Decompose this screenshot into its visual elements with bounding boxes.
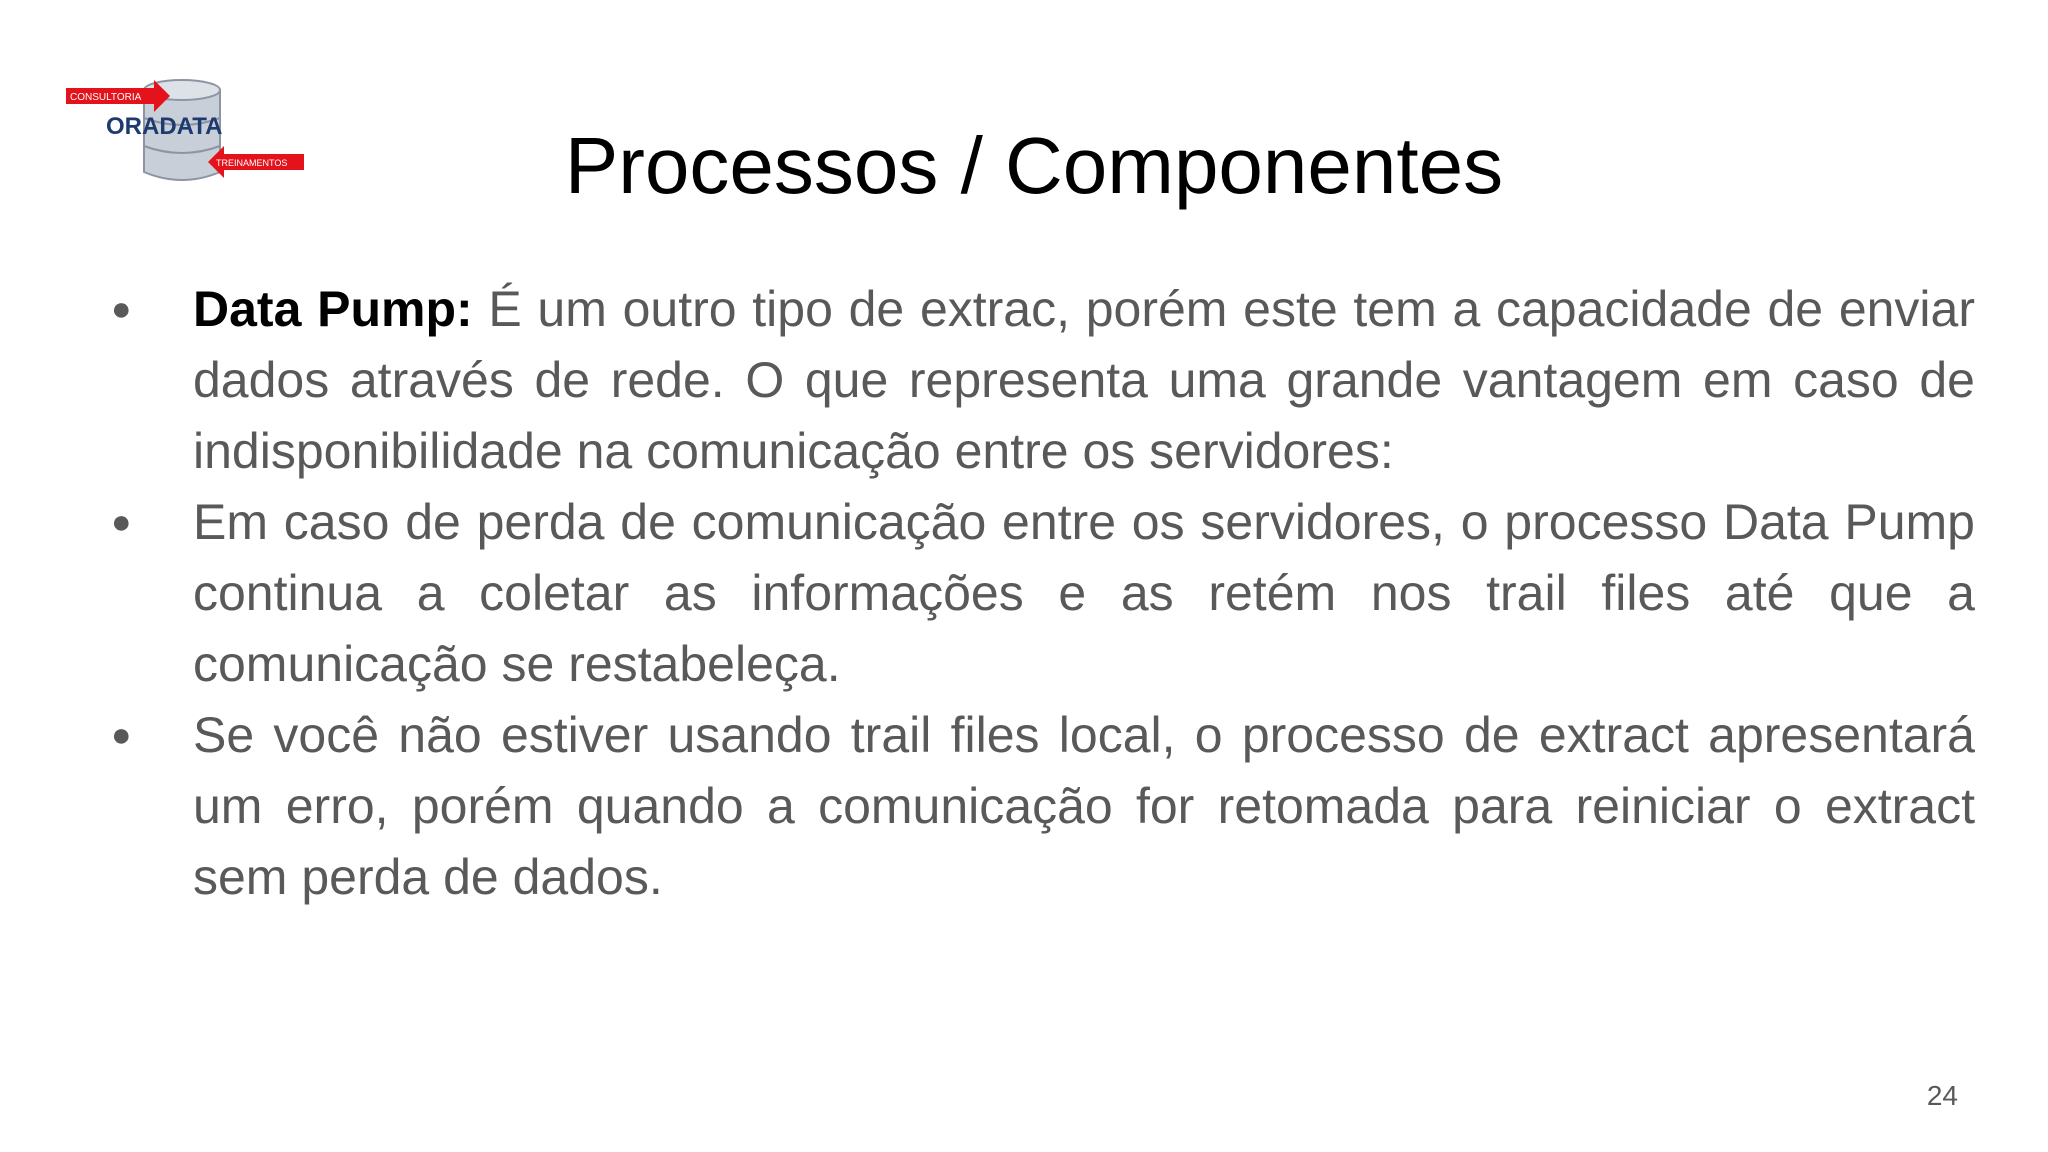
- bullet-text: Em caso de perda de comunicação entre os servidores, o processo Data Pump continua a coletar as informações e as retém nos trail files até que a comunicação se restabeleça.: [193, 494, 1975, 692]
- slide-title: [0, 118, 2048, 214]
- bullet-dot-icon: ●: [111, 716, 132, 754]
- bullet-item: [105, 487, 1975, 700]
- bullet-text: É um outro tipo de extrac, porém este tem a capacidade de enviar dados através de rede. O que representa uma grande vantagem em caso de indisponibilidade na comunicação entre os servidores:: [193, 281, 1975, 479]
- logo-name: ORADATA: [106, 113, 223, 140]
- bullet-item: [105, 700, 1975, 913]
- bullet-list: [105, 274, 1975, 913]
- slide-title-text: Processos / Componentes: [564, 121, 1504, 210]
- bullet-lead: Data Pump:: [193, 281, 473, 337]
- logo-bottom-banner: TREINAMENTOS: [216, 158, 288, 168]
- page-number: 24: [1926, 1080, 1958, 1111]
- bullet-text: Se você não estiver usando trail files local, o processo de extract apresentará um erro, porém quando a comunicação for retomada para reiniciar o extract sem perda de dados.: [193, 707, 1975, 905]
- bullet-dot-icon: ●: [111, 503, 132, 541]
- logo-top-banner: CONSULTORIA: [70, 92, 142, 103]
- bullet-dot-icon: ●: [111, 290, 132, 328]
- bullet-item: [105, 274, 1975, 487]
